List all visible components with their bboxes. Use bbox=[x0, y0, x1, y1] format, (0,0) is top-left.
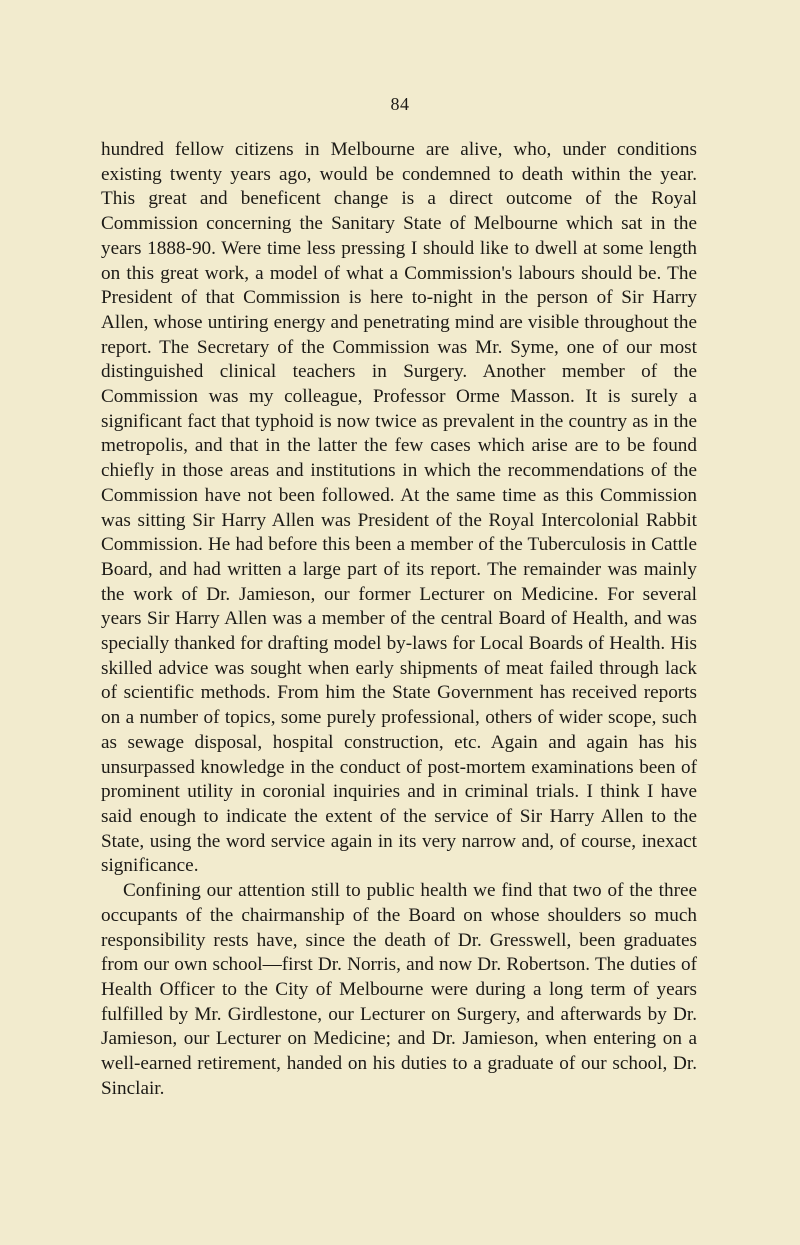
body-text bbox=[101, 138, 697, 1101]
paragraph-2: Confining our attention still to public health we find that two of the three occupants of the chairmanship of the Board on whose shoulders so much responsibility rests have, since the death of Dr. Gresswell, been graduates from our own school—first Dr. Norris, and now Dr. Robertson. The duties of Health Officer to the City of Melbourne were during a long term of years fulfilled by Mr. Girdlestone, our Lecturer on Surgery, and afterwards by Dr. Jamieson, our Lecturer on Medicine; and Dr. Jamieson, when entering on a well-earned retirement, handed on his duties to a graduate of our school, Dr. Sinclair. bbox=[101, 880, 697, 1099]
page-number: 84 bbox=[390, 94, 410, 114]
paragraph-1: hundred fellow citizens in Melbourne are alive, who, under conditions existing twenty years ago, would be condemned to death within the year. This great and beneficent change is a direct outcome of the Royal Commission concerning the Sanitary State of Melbourne which sat in the years 1888-90. Were time less pressing I should like to dwell at some length on this great work, a model of what a Commission's labours should be. The President of that Commission is here to-night in the person of Sir Harry Allen, whose untiring energy and penetrating mind are visible throughout the report. The Secretary of the Commission was Mr. Syme, one of our most distinguished clinical teachers in Surgery. Another member of the Commission was my colleague, Professor Orme Masson. It is surely a significant fact that typhoid is now twice as prevalent in the country as in the metropolis, and that in the latter the few cases which arise are to be found chiefly in those areas and institutions in which the recommendations of the Commission have not been followed. At the same time as this Commission was sitting Sir Harry Allen was President of the Royal Intercolonial Rabbit Commission. He had before this been a member of the Tuberculosis in Cattle Board, and had written a large part of its report. The remainder was mainly the work of Dr. Jamieson, our former Lecturer on Medicine. For several years Sir Harry Allen was a member of the central Board of Health, and was specially thanked for drafting model by-laws for Local Boards of Health. His skilled advice was sought when early shipments of meat failed through lack of scientific methods. From him the State Government has received reports on a number of topics, some purely professional, others of wider scope, such as sewage disposal, hospital construction, etc. Again and again has his unsurpassed knowledge in the conduct of post-mortem examinations been of prominent utility in coronial inquiries and in criminal trials. I think I have said enough to indicate the extent of the service of Sir Harry Allen to the State, using the word service again in its very narrow and, of course, inexact significance. bbox=[101, 139, 697, 877]
